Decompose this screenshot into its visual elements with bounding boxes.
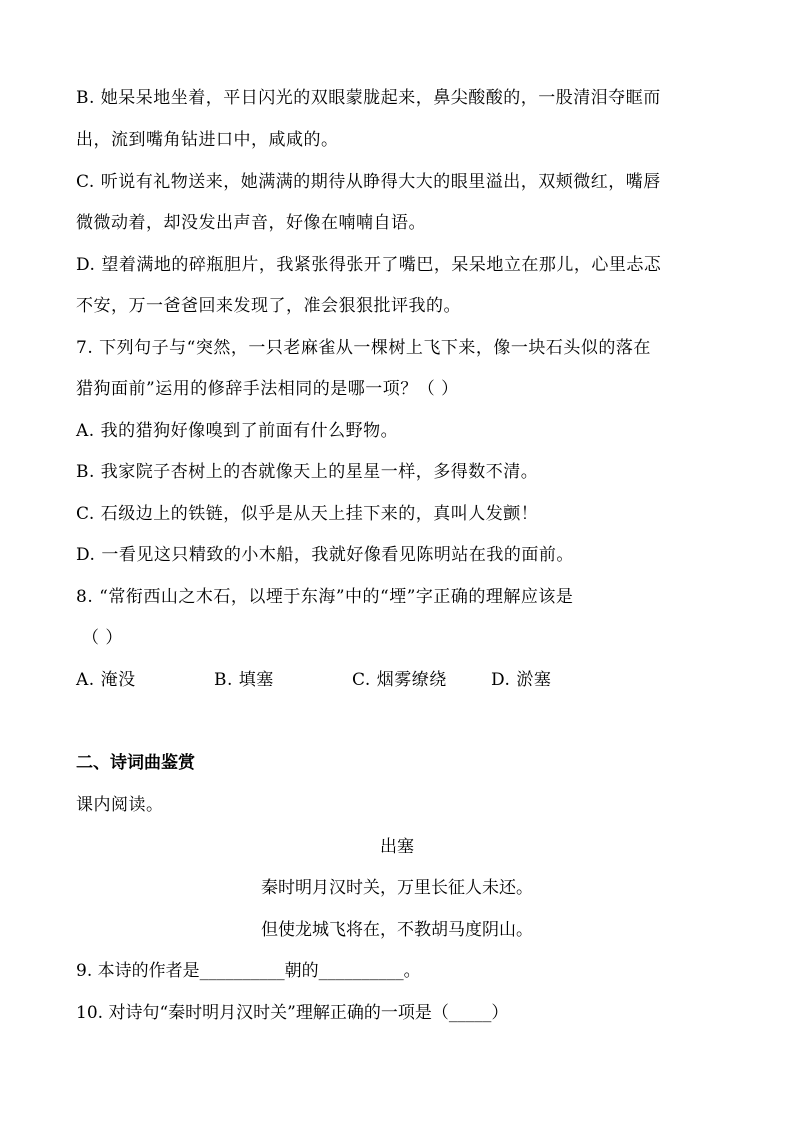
question-10: 10. 对诗句“秦时明月汉时关”理解正确的一项是（_____） bbox=[76, 1003, 509, 1023]
q6-option-c-line1: C. 听说有礼物送来，她满满的期待从睁得大大的眼里溢出，双颊微红，嘴唇 bbox=[76, 172, 661, 192]
q8-option-a: A. 淹没 bbox=[76, 670, 136, 690]
q7-option-d: D. 一看见这只精致的小木船，我就好像看见陈明站在我的面前。 bbox=[76, 545, 574, 565]
q6-option-b-line2: 出，流到嘴角钻进口中，咸咸的。 bbox=[76, 130, 339, 150]
poem-line-2: 但使龙城飞将在，不教胡马度阴山。 bbox=[261, 920, 533, 940]
q8-option-c: C. 烟雾缭绕 bbox=[352, 670, 447, 690]
poem-line-1: 秦时明月汉时关，万里长征人未还。 bbox=[261, 878, 533, 898]
q6-option-d-line1: D. 望着满地的碎瓶胆片，我紧张得张开了嘴巴，呆呆地立在那儿，心里忐忑 bbox=[76, 255, 662, 275]
poem-title: 出塞 bbox=[380, 837, 414, 857]
q8-option-b: B. 填塞 bbox=[214, 670, 274, 690]
q6-option-b-line1: B. 她呆呆地坐着，平日闪光的双眼蒙胧起来，鼻尖酸酸的，一股清泪夺眶而 bbox=[76, 88, 661, 108]
q8-stem-line1: 8. “常衔西山之木石，以堙于东海”中的“堙”字正确的理解应该是 bbox=[76, 587, 574, 607]
q7-option-a: A. 我的猎狗好像嗅到了前面有什么野物。 bbox=[76, 421, 399, 441]
q7-option-c: C. 石级边上的铁链，似乎是从天上挂下来的，真叫人发颤！ bbox=[76, 504, 539, 524]
q8-stem-line2: （ ） bbox=[82, 628, 123, 648]
q6-option-d-line2: 不安，万一爸爸回来发现了，准会狠狠批评我的。 bbox=[76, 296, 461, 316]
section-intro: 课内阅读。 bbox=[76, 795, 164, 815]
section-heading: 二、诗词曲鉴赏 bbox=[76, 753, 195, 773]
question-9: 9. 本诗的作者是__________朝的__________。 bbox=[76, 961, 421, 981]
q7-stem-line2: 猎狗面前”运用的修辞手法相同的是哪一项？（ ） bbox=[76, 379, 459, 399]
q6-option-c-line2: 微微动着，却没发出声音，好像在喃喃自语。 bbox=[76, 213, 426, 233]
q7-stem-line1: 7. 下列句子与“突然，一只老麻雀从一棵树上飞下来，像一块石头似的落在 bbox=[76, 338, 651, 358]
q7-option-b: B. 我家院子杏树上的杏就像天上的星星一样，多得数不清。 bbox=[76, 462, 539, 482]
q8-option-d: D. 淤塞 bbox=[491, 670, 552, 690]
